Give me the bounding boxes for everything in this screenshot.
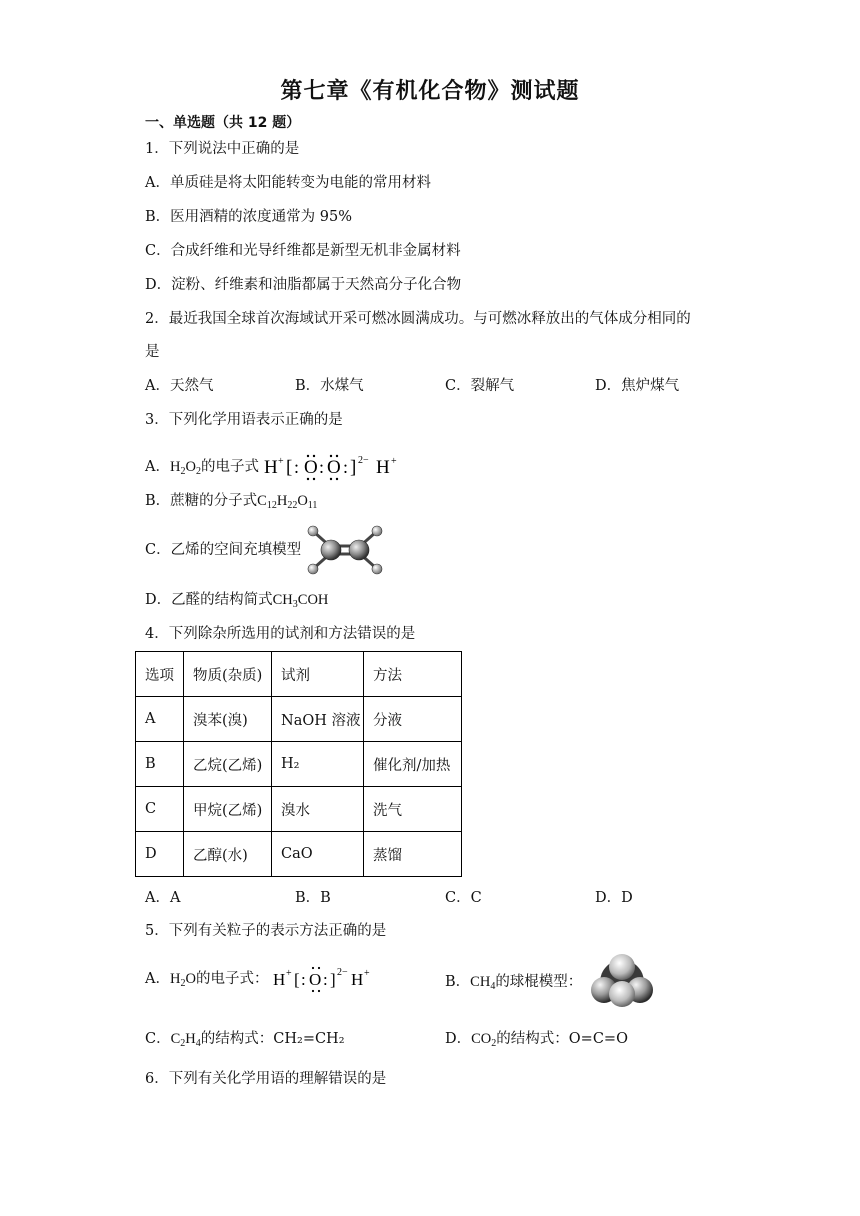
- svg-text:[: [: [285, 457, 292, 478]
- question-3-option-a: [145, 451, 409, 483]
- table-cell: 分液: [364, 697, 462, 742]
- svg-text::: :: [293, 457, 299, 477]
- question-4-table: [135, 651, 462, 877]
- formula-sucrose: $C_{12}H_{22}O_{11}$: [257, 493, 318, 511]
- svg-text:+: +: [277, 456, 284, 467]
- question-4-option-d: D．D: [595, 890, 633, 906]
- table-cell: C: [136, 787, 184, 832]
- svg-text:O: O: [309, 970, 322, 989]
- svg-text:O: O: [326, 457, 341, 478]
- table-cell: NaOH 溶液: [272, 697, 364, 742]
- formula-c2h4: $C_2H_4$: [170, 1031, 201, 1049]
- formula-h2o2: $H_2O_2$: [169, 459, 201, 477]
- svg-text:2−: 2−: [337, 967, 348, 978]
- svg-text:H: H: [351, 970, 364, 989]
- question-2-option-b: B．水煤气: [295, 378, 364, 394]
- svg-text:+: +: [286, 968, 292, 979]
- table-header-cell: 物质(杂质): [184, 652, 272, 697]
- svg-text:+: +: [364, 968, 370, 979]
- option-label: A．: [145, 459, 170, 475]
- question-2-option-d: D．焦炉煤气: [595, 378, 680, 394]
- page-title: 第七章《有机化合物》测试题: [280, 79, 580, 104]
- table-header-row: [136, 652, 462, 697]
- h2o-electron-formula: [273, 964, 377, 994]
- question-1-option-d: D．淀粉、纤维素和油脂都属于天然高分子化合物: [145, 277, 462, 293]
- table-cell: 催化剂/加热: [364, 742, 462, 787]
- question-4-option-c: C．C: [445, 890, 482, 906]
- option-text: 的结构式：O=C=O: [496, 1031, 628, 1047]
- option-text: 的电子式: [200, 459, 259, 475]
- question-4-option-a: A．A: [145, 890, 181, 906]
- svg-text:2−: 2−: [357, 455, 369, 466]
- question-2-stem-line1: 2．最近我国全球首次海域试开采可燃冰圆满成功。与可燃冰释放出的气体成分相同的: [145, 311, 691, 327]
- option-text: B．蔗糖的分子式: [145, 493, 258, 509]
- question-5-option-b: [445, 972, 582, 997]
- table-header-cell: 选项: [136, 652, 184, 697]
- table-header-cell: 方法: [364, 652, 462, 697]
- question-1-option-a: A．单质硅是将太阳能转变为电能的常用材料: [145, 175, 431, 191]
- section-heading: 一、单选题（共 12 题）: [145, 115, 301, 131]
- table-cell: CaO: [272, 832, 364, 877]
- formula-ch4: $CH_4$: [470, 974, 496, 992]
- question-2-stem-line2: 是: [145, 344, 160, 360]
- table-row: [136, 832, 462, 877]
- svg-text:O: O: [303, 457, 318, 478]
- table-header-cell: 试剂: [272, 652, 364, 697]
- option-label: C．: [145, 1031, 171, 1047]
- question-3-option-c: [145, 540, 301, 560]
- svg-text::: :: [323, 970, 328, 989]
- question-3-stem: 3．下列化学用语表示正确的是: [145, 412, 343, 428]
- option-text: D．乙醛的结构简式: [145, 592, 273, 608]
- table-cell: 乙烷(乙烯): [184, 742, 272, 787]
- question-3-option-b: [145, 491, 317, 516]
- formula-co2: $CO_2$: [471, 1031, 497, 1049]
- table-cell: 蒸馏: [364, 832, 462, 877]
- option-text: 的电子式：: [195, 971, 269, 987]
- question-2-option-a: A．天然气: [145, 378, 214, 394]
- question-6-stem: 6．下列有关化学用语的理解错误的是: [145, 1071, 387, 1087]
- option-text: 的结构式：CH₂=CH₂: [200, 1031, 345, 1047]
- table-cell: 甲烷(乙烯): [184, 787, 272, 832]
- svg-text:H: H: [263, 457, 278, 478]
- question-2-option-c: C．裂解气: [445, 378, 515, 394]
- table-cell: 洗气: [364, 787, 462, 832]
- question-5-option-a: [145, 964, 377, 994]
- svg-text:]: ]: [349, 457, 356, 478]
- option-label: A．: [145, 971, 170, 987]
- svg-text:H: H: [375, 457, 390, 478]
- svg-text::: :: [318, 457, 324, 477]
- question-1-stem: 1．下列说法中正确的是: [145, 141, 300, 157]
- table-cell: H₂: [272, 742, 364, 787]
- option-text: C．乙烯的空间充填模型: [145, 542, 302, 558]
- question-1-option-c: C．合成纤维和光导纤维都是新型无机非金属材料: [145, 243, 461, 259]
- svg-text:+: +: [390, 456, 397, 467]
- question-3-option-d: [145, 590, 328, 615]
- svg-text::: :: [301, 970, 306, 989]
- table-row: [136, 787, 462, 832]
- question-4-option-b: B．B: [295, 890, 331, 906]
- question-5-option-c: [145, 1029, 345, 1054]
- svg-text:]: ]: [330, 970, 336, 989]
- option-label: D．: [445, 1031, 472, 1047]
- table-cell: A: [136, 697, 184, 742]
- table-cell: B: [136, 742, 184, 787]
- formula-acetaldehyde: $CH_3COH$: [272, 592, 329, 610]
- table-cell: D: [136, 832, 184, 877]
- question-5-stem: 5．下列有关粒子的表示方法正确的是: [145, 923, 387, 939]
- svg-text::: :: [342, 457, 348, 477]
- table-cell: 溴水: [272, 787, 364, 832]
- option-text: 的球棍模型：: [495, 974, 583, 990]
- question-5-option-d: [445, 1029, 628, 1054]
- table-cell: 乙醇(水): [184, 832, 272, 877]
- h2o2-electron-formula: [264, 451, 409, 483]
- ch4-ball-model: [590, 952, 654, 1010]
- svg-text:[: [: [294, 970, 300, 989]
- question-1-option-b: B．医用酒精的浓度通常为 95%: [145, 209, 352, 225]
- ethylene-space-filling-model: [304, 524, 386, 576]
- question-4-stem: 4．下列除杂所选用的试剂和方法错误的是: [145, 626, 416, 642]
- formula-h2o: $H_2O$: [169, 971, 196, 989]
- table-cell: 溴苯(溴): [184, 697, 272, 742]
- svg-text:H: H: [273, 970, 286, 989]
- table-row: [136, 742, 462, 787]
- option-label: B．: [445, 974, 471, 990]
- table-row: [136, 697, 462, 742]
